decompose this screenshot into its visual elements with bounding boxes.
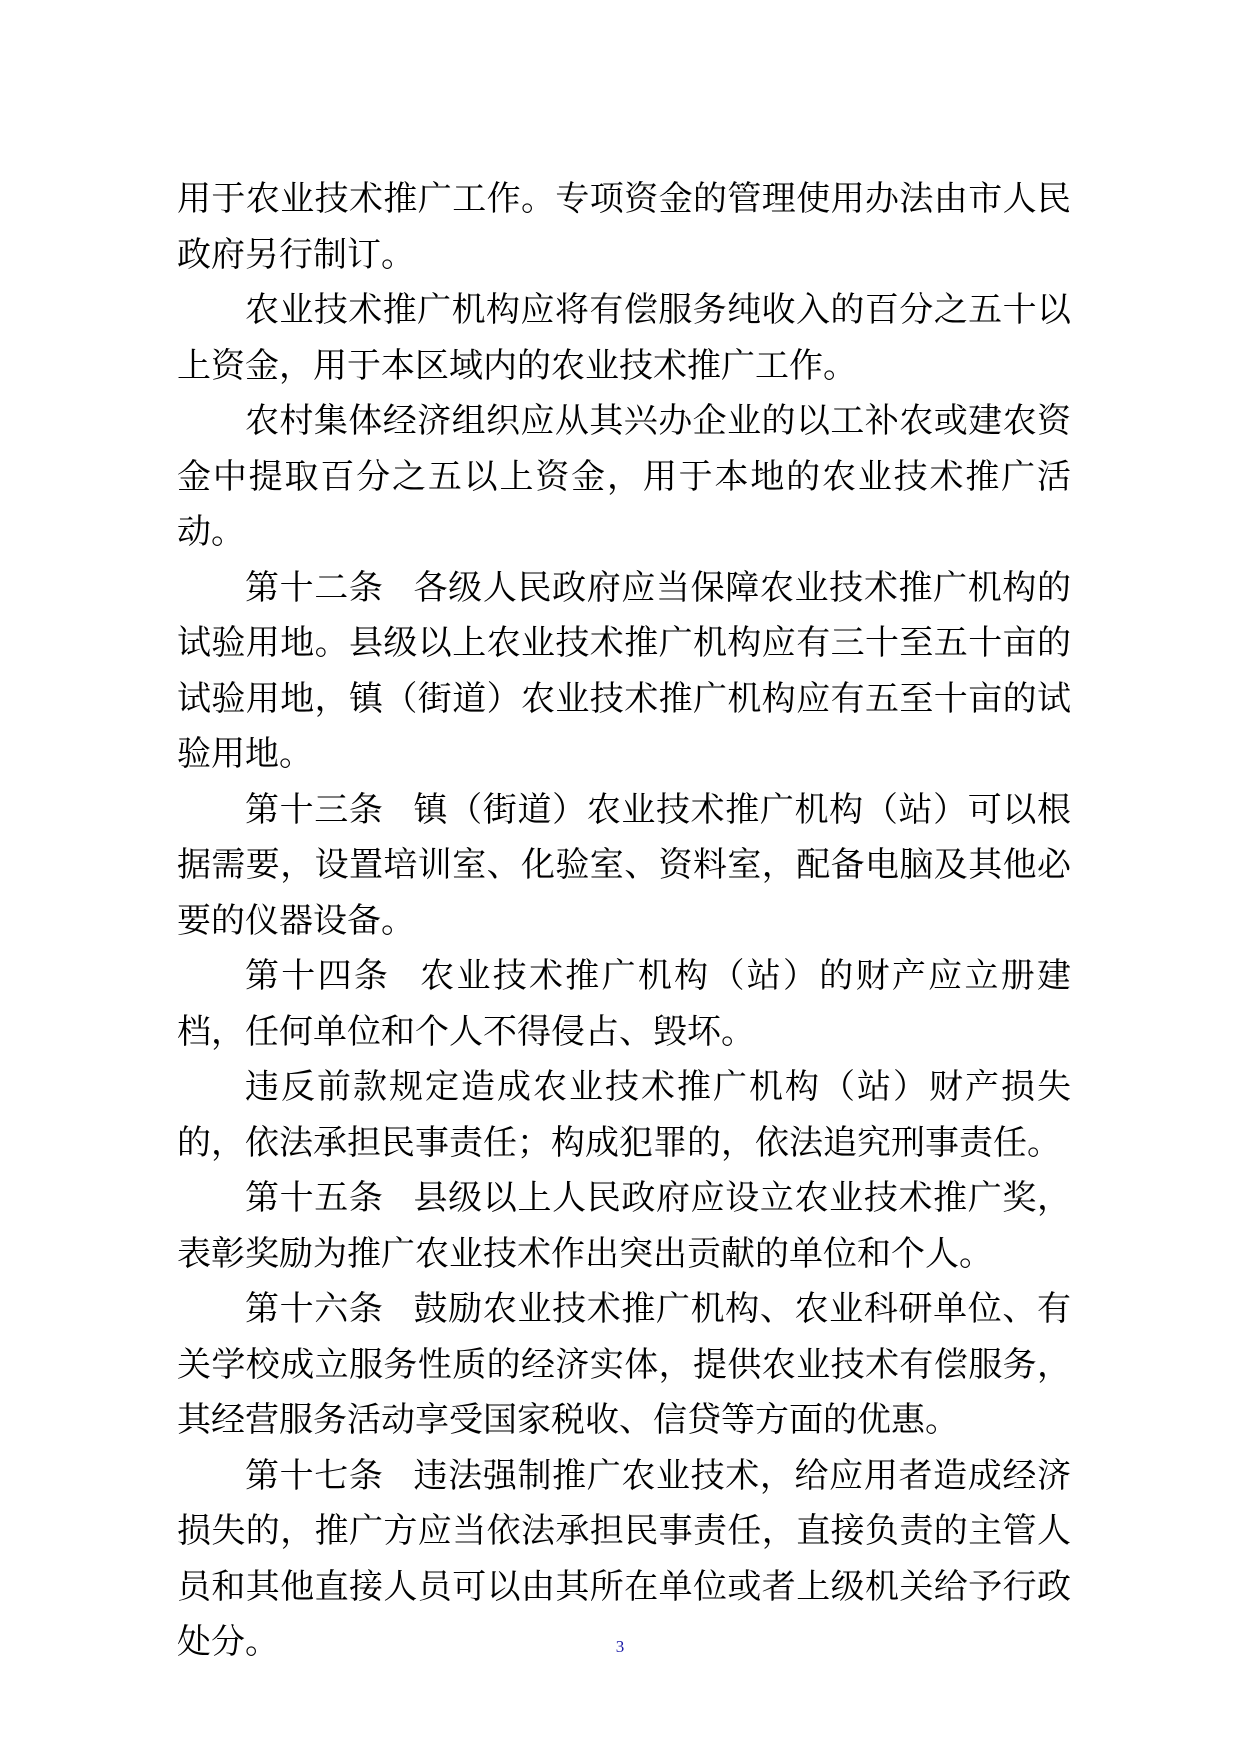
paragraph-text: 违法强制推广农业技术，给应用者造成经济损失的，推广方应当依法承担民事责任，直接负责的主管人员和其他直接人员可以由其所在单位或者上级机关给予行政处分。 [177,1455,1071,1662]
article-number: 第十四条 [245,956,391,996]
article-paragraph [177,949,1071,1060]
paragraph [177,1060,1071,1171]
paragraph-text: 违反前款规定造成农业技术推广机构（站）财产损失的，依法承担民事责任；构成犯罪的，依法追究刑事责任。 [177,1067,1071,1163]
document-body [177,172,1071,1671]
paragraph-text: 农村集体经济组织应从其兴办企业的以工补农或建农资金中提取百分之五以上资金，用于本地的农业技术推广活动。 [177,401,1071,552]
paragraph-text: 农业技术推广机构应将有偿服务纯收入的百分之五十以上资金，用于本区域内的农业技术推广工作。 [177,290,1071,386]
article-number: 第十五条 [245,1178,384,1218]
article-paragraph [177,783,1071,950]
paragraph [177,172,1071,283]
article-paragraph [177,561,1071,783]
article-number: 第十二条 [245,567,384,608]
article-paragraph [177,1282,1071,1449]
paragraph-text: 各级人民政府应当保障农业技术推广机构的试验用地。县级以上农业技术推广机构应有三十至五十亩的试验用地，镇（街道）农业技术推广机构应有五至十亩的试验用地。 [177,567,1071,774]
paragraph [177,394,1071,561]
paragraph-text: 农业技术推广机构（站）的财产应立册建档，任何单位和个人不得侵占、毁坏。 [177,956,1072,1052]
article-number: 第十六条 [245,1289,384,1329]
article-paragraph [177,1171,1071,1282]
paragraph-text: 县级以上人民政府应设立农业技术推广奖，表彰奖励为推广农业技术作出突出贡献的单位和个人。 [177,1178,1071,1274]
article-number: 第十三条 [245,789,384,830]
page-number: 3 [615,1637,625,1656]
paragraph-text: 鼓励农业技术推广机构、农业科研单位、有关学校成立服务性质的经济实体，提供农业技术有偿服务，其经营服务活动享受国家税收、信贷等方面的优惠。 [177,1289,1071,1440]
article-number: 第十七条 [245,1455,384,1496]
paragraph-text: 镇（街道）农业技术推广机构（站）可以根据需要，设置培训室、化验室、资料室，配备电脑及其他必要的仪器设备。 [177,789,1071,941]
paragraph-text: 用于农业技术推广工作。专项资金的管理使用办法由市人民政府另行制订。 [177,179,1071,275]
paragraph [177,283,1071,394]
